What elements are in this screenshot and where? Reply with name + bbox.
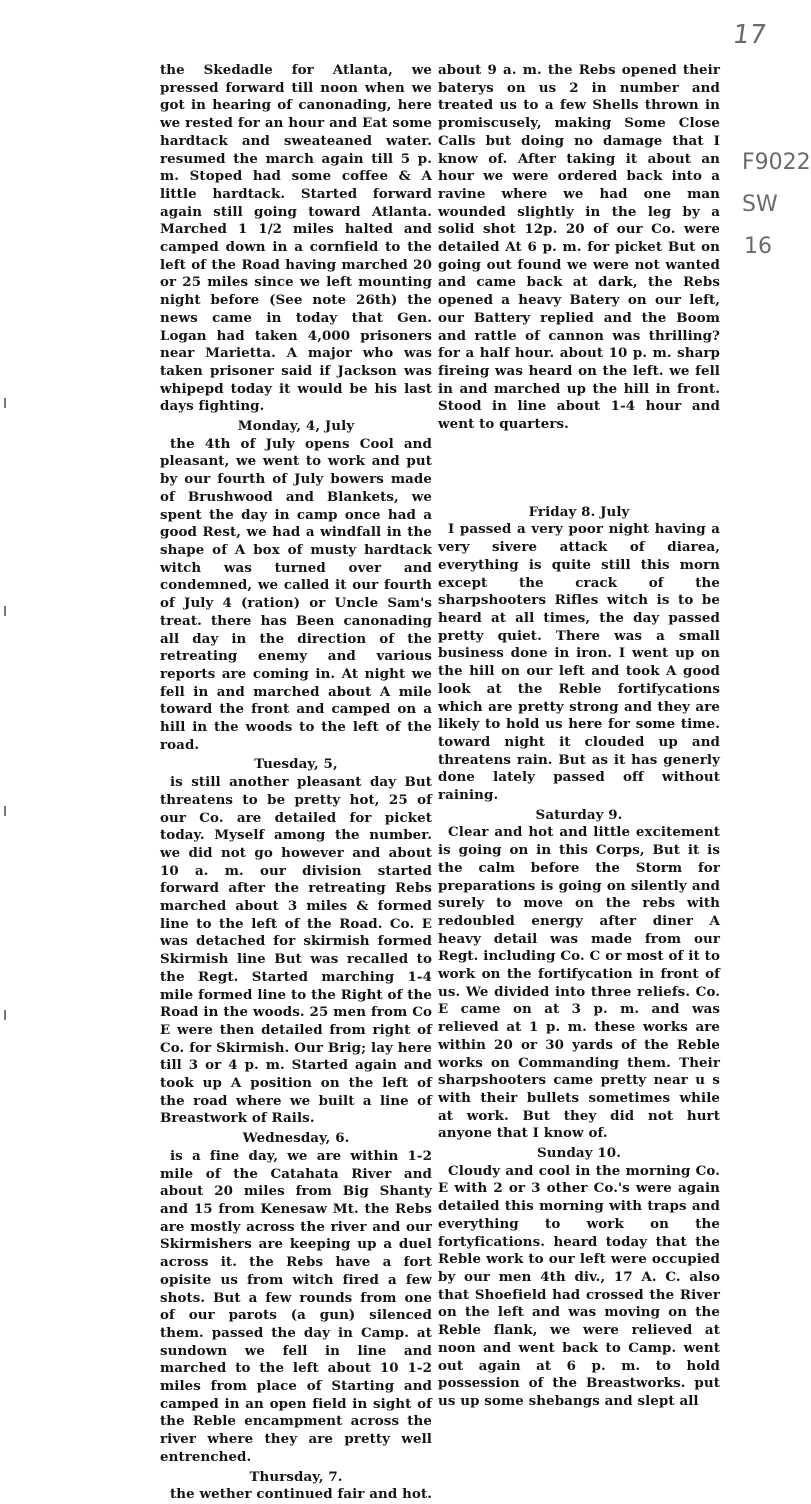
- diary-paragraph: I passed a very poor night having a very sivere attack of diarea, everything is quite still this morn except the crack of the sharpshooters Rifles witch is to be heard at all times, the day passed pretty quiet. There was a small business done in iron. I went up on the hill on our left and took A good look at the Reble fortifycations which are pretty strong and they are likely to hold us here for some time. toward night it clouded up and threatens rain. But as it has generly done lately passed off without raining.: [438, 521, 720, 804]
- entry-date-heading: Thursday, 7.: [249, 1468, 343, 1485]
- diary-paragraph: Clear and hot and little excitement is going on in this Corps, But it is the calm before the Storm for preparations is going on silently and surely to move on the rebs with redoubled energy after diner A heavy detail was made from our Regt. including Co. C or most of it to work on the fortifycation in front of us. We divided into three reliefs. Co. E came on at 3 p. m. and was relieved at 1 p. m. these works are within 20 or 30 yards of the Reble works on Commanding them. Their sharpshooters came pretty near u s with their bullets sometimes while at work. But they did not hurt anyone that I know of.: [438, 824, 720, 1142]
- entry-date-heading: Tuesday, 5,: [254, 756, 338, 773]
- margin-mark: [4, 606, 12, 616]
- entry-date-heading: Friday 8. July: [528, 503, 630, 520]
- handwritten-code: F9022: [742, 150, 811, 175]
- entry-date-heading: Saturday 9.: [535, 806, 623, 823]
- diary-paragraph: the Skedadle for Atlanta, we pressed forward till noon when we got in hearing of canonading, here we rested for an hour and Eat some hardtack and sweateaned water. resumed the march again till 5 p. m. Stoped had some coffee & A little hardtack. Started forward again still going toward Atlanta. Marched 1 1/2 miles halted and camped down in a cornfield to the left of the Road having marched 20 or 25 miles since we left mounting night before (See note 26th) the news came in today that Gen. Logan had taken 4,000 prisoners near Marietta. A major who was taken prisoner said if Jackson was whipepd today it would be his last days fighting.: [160, 62, 432, 415]
- handwritten-number: 16: [744, 234, 772, 259]
- handwritten-sw: SW: [742, 192, 778, 217]
- diary-paragraph: Cloudy and cool in the morning Co. E with 2 or 3 other Co.'s were again detailed this morning with traps and everything to work on the fortyfications. heard today that the Reble work to our left were occupied by our men 4th div., 17 A. C. also that Shoefield had crossed the River on the left and was moving on the Reble flank, we were relieved at noon and went back to Camp. went out again at 6 p. m. to hold possession of the Breastworks. put us up some shebangs and slept all: [438, 1162, 720, 1409]
- entry-date-heading: Wednesday, 6.: [242, 1130, 350, 1147]
- entry-date-heading: Monday, 4, July: [237, 418, 355, 435]
- left-text-column: [160, 62, 432, 1504]
- diary-paragraph: is still another pleasant day But threatens to be pretty hot, 25 of our Co. are detailed for picket today. Myself among the number. we did not go however and about 10 a. m. our division started forward after the retreating Rebs marched about 3 miles & formed line to the left of the Road. Co. E was detached for skirmish formed Skirmish line But was recalled to the Regt. Started marching 1-4 mile formed line to the Right of the Road in the woods. 25 men from Co E were then detailed from right of Co. for Skirmish. Our Brig; lay here till 3 or 4 p. m. Started again and took up A position on the left of the road where we built a line of Breastwork of Rails.: [160, 774, 432, 1127]
- handwritten-page-number: 17: [730, 20, 769, 50]
- margin-mark: [4, 1010, 12, 1020]
- diary-paragraph: is a fine day, we are within 1-2 mile of the Catahata River and about 20 miles from Big Shanty and 15 from Kenesaw Mt. the Rebs are mostly across the river and our Skirmishers are keeping up a duel across it. the Rebs have a fort opisite us from witch fired a few shots. But a few rounds from one of our parots (a gun) silenced them. passed the day in Camp. at sundown we fell in line and marched to the left about 10 1-2 miles from place of Starting and camped in an open field in sight of the Reble encampment across the river where they are pretty well entrenched.: [160, 1147, 432, 1465]
- diary-paragraph: about 9 a. m. the Rebs opened their baterys on us 2 in number and treated us to a few Shells thrown in promiscusely, making Some Close Calls but doing no damage that I know of. After taking it about an hour we were ordered back into a ravine where we had one man wounded slightly in the leg by a solid shot 12p. 20 of our Co. were detailed At 6 p. m. for picket But on going out found we were not wanted and came back at dark, the Rebs opened a heavy Batery on our left, our Battery replied and the Boom and rattle of cannon was thrilling? for a half hour. about 10 p. m. sharp fireing was heard on the left. we fell in and marched up the hill in front. Stood in line about 1-4 hour and went to quarters.: [438, 62, 720, 433]
- entry-date-heading: Sunday 10.: [537, 1145, 621, 1162]
- margin-mark: [4, 398, 12, 408]
- diary-paragraph: the wether continued fair and hot.: [170, 1486, 433, 1503]
- right-text-column: [438, 62, 720, 1411]
- diary-paragraph: the 4th of July opens Cool and pleasant, we went to work and put by our fourth of July bowers made of Brushwood and Blankets, we spent the day in camp once had a good Rest, we had a windfall in the shape of A box of musty hardtack witch was turned over and condemned, we called it our fourth of July 4 (ration) or Uncle Sam's treat. there has Been canonading all day in the direction of the retreating enemy and various reports are coming in. At night we fell in and marched about A mile toward the front and camped on a hill in the woods to the left of the road.: [160, 435, 432, 753]
- margin-mark: [4, 806, 12, 816]
